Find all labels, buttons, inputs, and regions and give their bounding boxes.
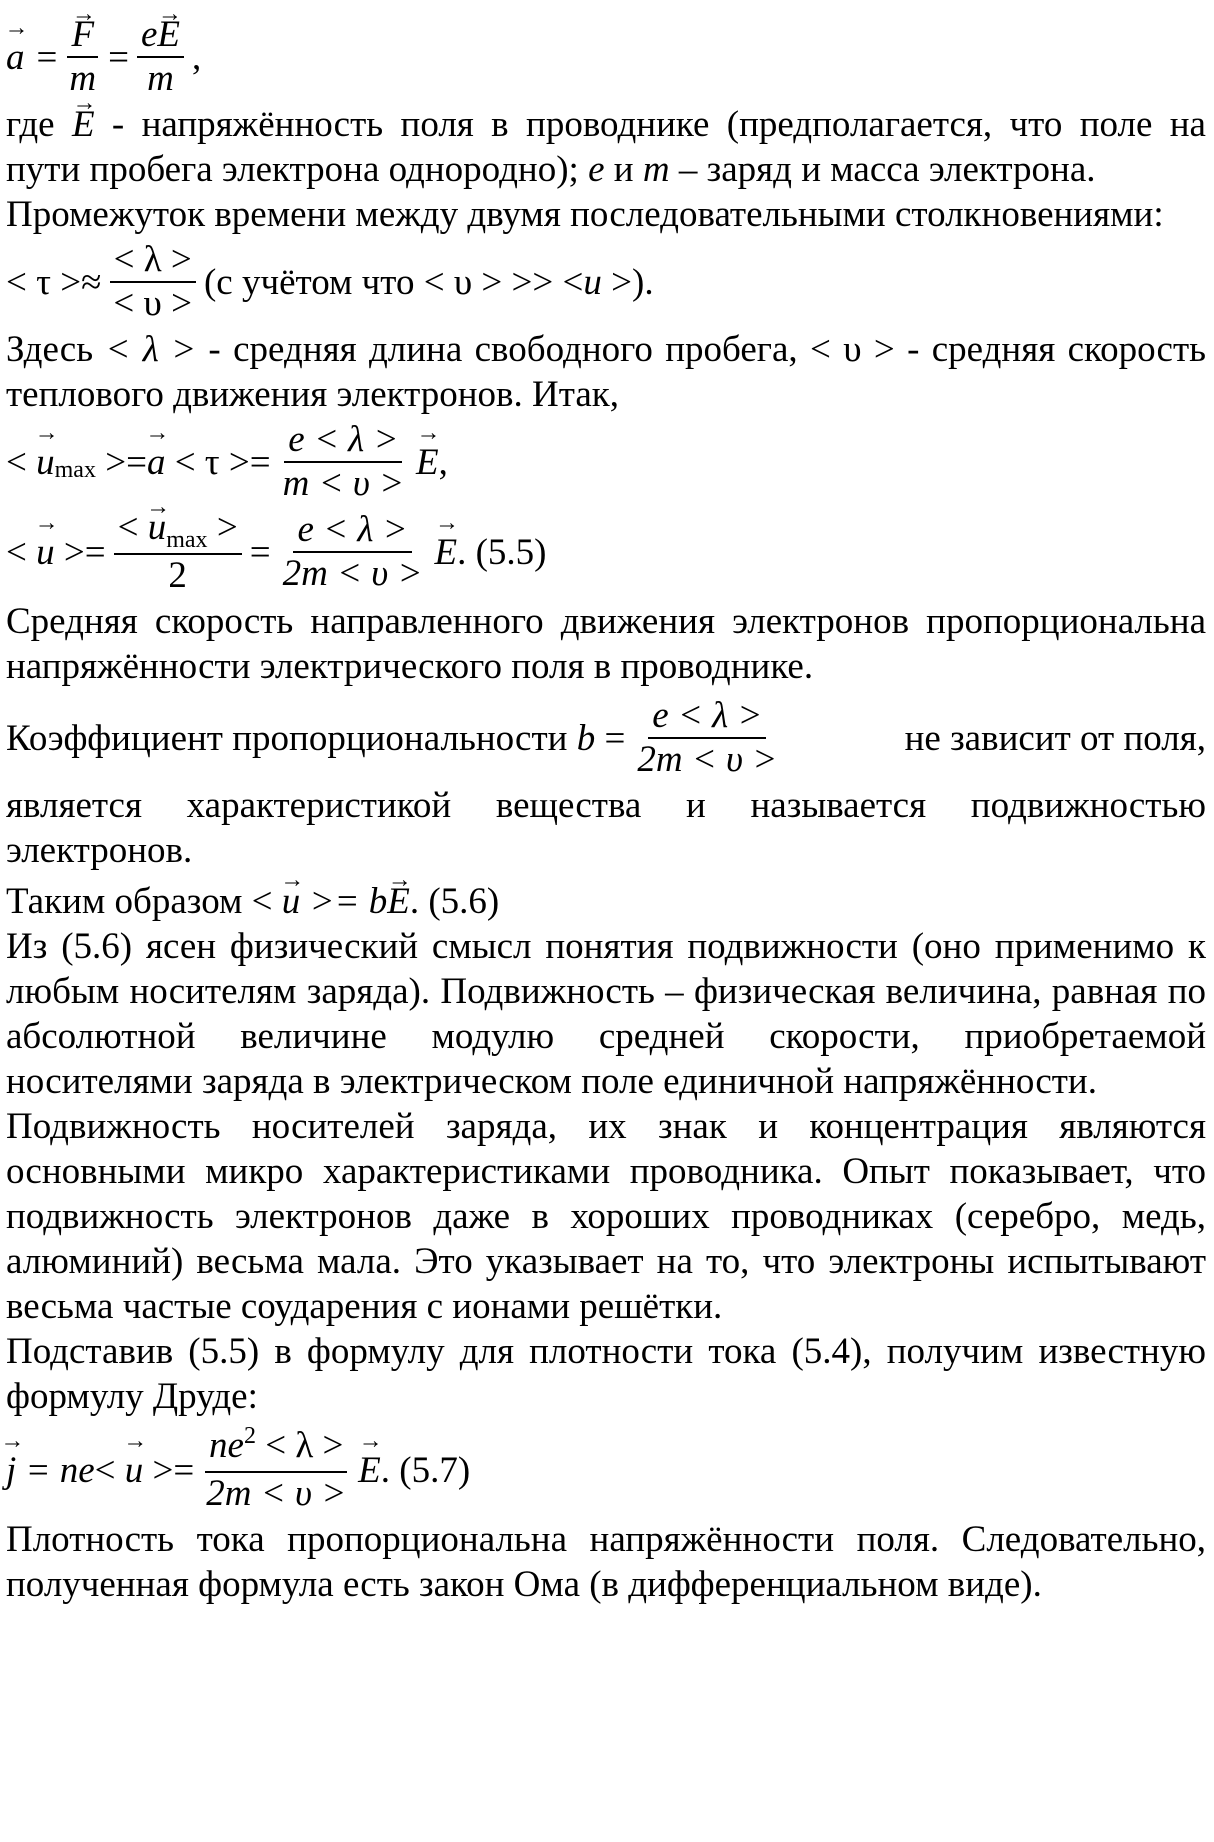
vector-e: → E <box>416 441 439 484</box>
tau-lhs: < τ >≈ <box>6 261 102 303</box>
paragraph-ohm-law: Плотность тока пропорциональна напряжённости поля. Следовательно, полученная формула есть закон Ома (в дифференциальном виде). <box>6 1519 1206 1605</box>
text-fragment: - средняя скорость теплового движения электронов. Итак, <box>6 329 1207 415</box>
formula-tail: , <box>192 36 202 78</box>
fraction-lambda-over-v <box>109 239 196 325</box>
tau-note-u-close: >). <box>601 261 654 303</box>
equation-number: . (5.7) <box>380 1449 471 1491</box>
formula-mobility-coefficient <box>6 695 1206 781</box>
formula-bracket: < <box>94 1449 116 1491</box>
vector-e: → E <box>358 1449 381 1492</box>
text-fragment: Здесь <box>6 329 106 370</box>
formula-text: < λ > <box>255 1425 344 1466</box>
fraction-numerator: e < λ > <box>293 509 411 553</box>
formula-bracket: > <box>207 507 238 548</box>
symbol-b: b <box>576 717 596 759</box>
paragraph-mobility-definition: является характеристикой вещества и называется подвижностью электронов. <box>6 785 1206 871</box>
vector-u: → u <box>148 507 167 549</box>
tau-note-gg: >> <box>502 261 563 303</box>
fraction-denominator: m <box>147 58 174 99</box>
text-fragment: Коэффициент пропорциональности <box>6 717 568 759</box>
vector-j: → j <box>6 1449 16 1492</box>
vector-a: → a <box>147 441 166 484</box>
formula-acceleration <box>6 14 1206 100</box>
paragraph-physical-meaning: Из (5.6) ясен физический смысл понятия подвижности (оно применимо к любым носителям заряда). Подвижность – физическая величина, равная по абсолютной величине модулю средней скорости, приобретаемой носителями заряда в электрическом поле единичной напряжённости. <box>6 926 1206 1102</box>
paragraph-average-speed: Средняя скорость направленного движения электронов пропорциональна напряжённости электрического поля в проводнике. <box>6 601 1206 687</box>
formula-u-max <box>6 419 1206 505</box>
fraction-b <box>633 695 781 781</box>
fraction-lambda-over-2mv <box>279 509 427 595</box>
text-fragment: где <box>6 104 72 145</box>
subscript-max: max <box>166 527 208 553</box>
fraction-ee-over-m <box>137 14 184 100</box>
text-fragment: и <box>604 149 643 190</box>
formula-text: >= <box>143 1449 195 1491</box>
tau-note-u: u <box>583 261 602 303</box>
paragraph-here <box>6 327 1206 417</box>
paragraph-thus <box>6 879 1206 924</box>
text-fragment: не зависит от поля, <box>904 717 1206 759</box>
tau-note-u-open: < <box>562 261 584 303</box>
formula-text: ne <box>209 1425 244 1466</box>
equals-sign: = <box>36 36 58 78</box>
formula-text: = ne <box>16 1449 95 1491</box>
vector-u: → u <box>36 441 55 484</box>
vector-a: → a <box>6 36 25 79</box>
fraction-denominator: 2m < υ > <box>637 739 778 780</box>
symbol-m: m <box>642 149 670 190</box>
tau-note-v: < υ > <box>423 261 503 303</box>
formula-tau <box>6 239 1206 325</box>
vector-e: → E <box>72 102 95 147</box>
text-fragment: Таким образом <box>6 881 252 922</box>
paragraph-mobility-carriers: Подвижность носителей заряда, их знак и концентрация являются основными микро характеристиками проводника. Опыт показывает, что подвижность электронов даже в хороших проводниках (серебро, медь, алюминий) весьма мала. Это указывает на то, что электроны испытывают весьма частые соударения с ионами решётки. <box>6 1106 1206 1327</box>
formula-bracket: < <box>117 507 139 548</box>
symbol-e: e <box>588 149 605 190</box>
formula-text: < τ >= <box>165 441 271 483</box>
fraction-umax-over-2 <box>114 507 242 597</box>
fraction-denominator: m < υ > <box>282 463 405 504</box>
charge-e: e <box>140 14 158 55</box>
fraction-lambda-over-mv <box>279 419 408 505</box>
fraction-numerator: < λ > <box>110 239 196 283</box>
formula-bracket: < <box>6 441 27 483</box>
fraction-denominator: 2m < υ > <box>282 553 423 594</box>
formula-text: >= <box>54 531 106 573</box>
formula-5-5 <box>6 507 1206 597</box>
formula-text: >= b <box>300 881 388 922</box>
fraction-numerator <box>205 1425 347 1473</box>
fraction-denominator: < υ > <box>113 283 192 324</box>
superscript-2: 2 <box>243 1423 256 1449</box>
vector-e: → E <box>387 879 410 924</box>
fraction-numerator: e < λ > <box>284 419 402 463</box>
paragraph-time-interval: Промежуток времени между двумя последовательными столкновениями: <box>6 194 1164 235</box>
text-fragment: - напряжённость поля в проводнике (предполагается, что поле на пути пробега электрона однородно); <box>6 104 1206 190</box>
tau-note-start: (с учётом что <box>203 261 415 303</box>
vector-u: → u <box>282 879 301 924</box>
paragraph-drude-intro: Подставив (5.5) в формулу для плотности тока (5.4), получим известную формулу Друде: <box>6 1331 1206 1417</box>
vector-u: → u <box>125 1449 144 1492</box>
equals-sign: = <box>249 531 271 573</box>
vector-f: → F <box>71 14 94 56</box>
fraction-drude <box>202 1425 350 1515</box>
fraction-denominator: 2m < υ > <box>206 1473 347 1514</box>
formula-bracket: < <box>6 531 27 573</box>
formula-bracket: < <box>251 881 273 922</box>
vector-e: → E <box>157 14 180 56</box>
formula-5-7 <box>6 1425 1206 1515</box>
equation-number: . (5.5) <box>457 531 547 573</box>
fraction-denominator: m <box>69 58 97 99</box>
formula-tail: , <box>438 441 448 483</box>
symbol-lambda: < λ > <box>105 329 197 370</box>
subscript-max: max <box>54 456 96 483</box>
vector-e: → E <box>434 531 457 574</box>
equals-sign: = <box>595 717 626 759</box>
vector-u: → u <box>36 531 55 574</box>
fraction-numerator <box>114 507 242 555</box>
fraction-numerator: e < λ > <box>648 695 766 739</box>
equation-number: . (5.6) <box>409 881 500 922</box>
formula-text: >= <box>95 441 147 483</box>
paragraph-where <box>6 102 1206 192</box>
equals-sign: = <box>108 36 129 78</box>
text-fragment: - средняя длина свободного пробега, <box>196 329 810 370</box>
symbol-v: < υ > <box>809 329 895 370</box>
fraction-denominator: 2 <box>168 555 187 596</box>
text-fragment: – заряд и масса электрона. <box>678 149 1096 190</box>
